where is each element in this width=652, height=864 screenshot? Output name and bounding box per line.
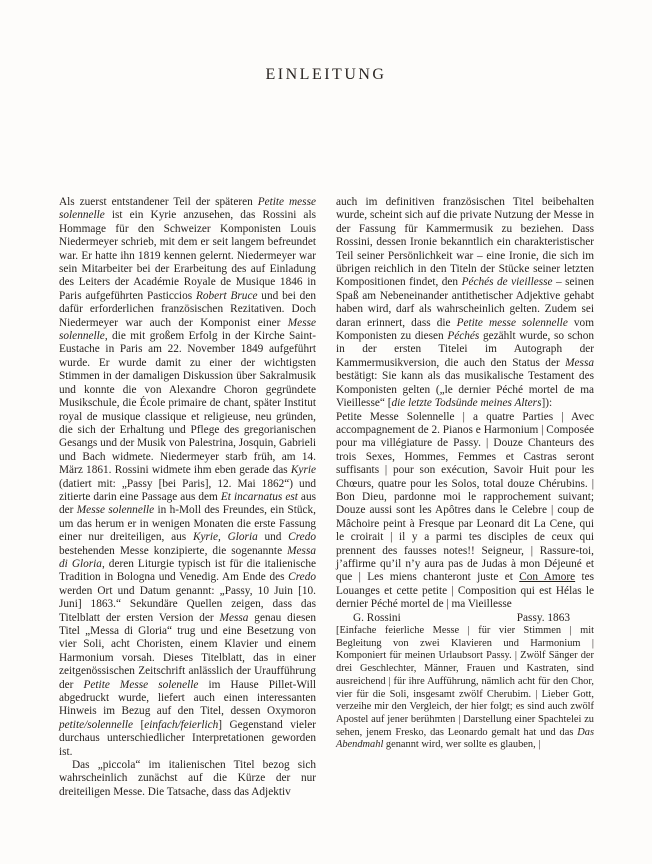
italic-text-run: Messe solennelle bbox=[59, 316, 316, 343]
italic-text-run: Kyrie, Gloria bbox=[192, 531, 258, 544]
text-run: – seinen Spaß am Nebeneinander antithetischer Adjektive gehabt haben wird, darf als wahrscheinlich gelten. Zudem sei daran erinnert, dass die bbox=[336, 276, 595, 329]
signature-author: G. Rossini bbox=[353, 611, 401, 624]
text-run: Als zuerst entstandener Teil der späteren bbox=[59, 196, 258, 208]
italic-text-run: Kyrie bbox=[290, 464, 316, 477]
text-run: bestehenden Messe konzipierte, die sogenannte bbox=[59, 544, 288, 557]
text-run: (datiert mit: „Passy [bei Paris], 12. Mai 1862“) und zitierte darin eine Passage aus dem bbox=[59, 477, 316, 503]
text-run: tes Louanges et cette petite | Composition qui est Hélas le dernier Péché mortel de | ma Vieillesse bbox=[336, 571, 595, 611]
text-run: vom Komponisten zu diesen bbox=[336, 316, 594, 343]
text-run: gezählt wurde, so schon in der ersten Titelei im Autograph der Kammermusikversion, die auch den Status der bbox=[336, 330, 594, 369]
text-run: [Einfache feierliche Messe | für vier Stimmen | mit Begleitung von zwei Klavieren und Harmonium | Komponiert für meinen Urlaubsort Passy. | Zwölf Sänger der drei Geschlechter, Männer, Frauen und Kastraten, sind ausreichend | für ihre Aufführung, nämlich acht für den Chor, vier für die Soli, insgesamt zwölf Cherubim. | Lieber Gott, verzeihe mir den Vergleich, der hier folgt; es sind auch zwölf Apostel auf jener berühmten | Darstellung einer Spachtelei zu sehen, jenem Fresko, das Leonardo gemalt hat und das bbox=[336, 625, 594, 738]
text-run: , deren Liturgie typisch ist für die italienische Tradition in Bologna und Venedig. Am Ende des bbox=[59, 557, 316, 584]
text-column-right bbox=[336, 196, 594, 752]
italic-text-run: Petite Messe solenelle bbox=[83, 678, 199, 691]
signature-place-date: Passy. 1863 bbox=[516, 611, 570, 624]
text-run: ]): bbox=[541, 397, 553, 410]
text-run: in h-Moll des Freundes, ein Stück, um das herum er in wenigen Monaten die erste Fassung einer nur dreiteiligen, aus bbox=[59, 504, 316, 544]
text-run: [ bbox=[133, 718, 145, 731]
text-run: ist ein Kyrie anzusehen, das Rossini als Hommage für den Schweizer Komponisten Louis Niedermeyer schrieb, mit dem er seit langem befreundet war. Er hatte ihn 1819 kennen gelernt. Niedermeyer war sein Mitarbeiter bei der Erarbeitung des auf Einladung des Leiters der Académie Royale de Musique 1846 in Paris aufgeführten Pasticcios bbox=[59, 209, 316, 302]
italic-text-run: Messa di Gloria bbox=[59, 544, 316, 570]
italic-text-run: Robert Bruce bbox=[195, 289, 258, 302]
italic-text-run: die letzte Todsünde meines Alters bbox=[391, 397, 542, 410]
block-quote bbox=[336, 411, 594, 612]
body-paragraph bbox=[59, 759, 316, 799]
text-run: im Hause Pillet-Will abgedruckt wurde, liefert auch einen interessanten Hinweis im Bezug auf den Titel, dessen Oxymoron bbox=[59, 678, 316, 718]
text-run: auch im definitiven französischen Titel beibehalten wurde, scheint sich auf die private Nutzung der Messe in der Fassung für Kammermusik zu beziehen. Dass Rossini, dessen Ironie bekanntlich ein charakteristischer Teil seiner Persönlichkeit war – eine Ironie, die sich im übrigen reichlich in den Titeln der Stücke seiner letzten Kompositionen findet, den bbox=[336, 196, 594, 289]
text-run: genau diesen Titel „Messa di Gloria“ trug und eine Besetzung von vier Soli, acht Choristen, einem Klavier und einem Harmonium vorsah. Dieses Titelblatt, das in einer zeitgenössischen Zeitschrift anlässlich der Uraufführung der bbox=[59, 611, 317, 691]
italic-text-run: Credo bbox=[288, 571, 316, 584]
text-run: Das „piccola“ im italienischen Titel bezog sich wahrscheinlich zunächst auf die Kürze der nur dreiteiligen Messe. Die Tatsache, dass das Adjektiv bbox=[59, 759, 316, 798]
underlined-text-run: Con Amore bbox=[519, 571, 576, 584]
text-run: , die mit großem Erfolg in der Kirche Saint-Eustache in Paris am 22. November 1849 aufgeführt wurde. Er wurde damit zu einer der wichtigsten Stimmen in der damaligen Diskussion über Sakralmusik und konnte die von Alexandre Choron gegründete Musikschule, die École primaire de chant, später Institut royal de musique classique et religieuse, neu gründen, die sich der Erhaltung und Pflege des gregorianischen Gesangs und der Musik von Palestrina, Josquin, Gabrieli und Bach widmete. Niedermeyer starb früh, am 14. März 1861. Rossini widmete ihm eben gerade das bbox=[59, 330, 316, 477]
italic-text-run: Messa bbox=[565, 356, 594, 369]
text-run: genannt wird, wer sollte es glauben, | bbox=[383, 739, 541, 751]
italic-text-run: Credo bbox=[288, 531, 316, 544]
italic-text-run: Péchés bbox=[447, 330, 480, 343]
italic-text-run: Et incarnatus est bbox=[220, 490, 298, 503]
text-run: Petite Messe Solennelle | a quatre Parties | Avec accompagnement de 2. Pianos e Harmonium | Composée pour ma villégiature de Passy. | Douze Chanteurs des trois Sexes, Hommes, Femmes et Castras seront suffisants | pour son exécution, Savoir Huit pour les Chœurs, quatre pour les Solos, total douze Chérubins. | Bon Dieu, pardonne moi le rapprochement suivant; Douze aussi sont les Apôtres dans le Celebre | coup de Mâchoire peint à Fresque par Leonard dit La Cene, qui le croirait | il y a parmi tes disciples de ceux qui prennent des fausses notes!! Seigneur, | Rassure-toi, j’affirme qu’il n’y aura pas de Judas à mon Déjeuné et que | Les miens chanteront juste et bbox=[336, 410, 594, 584]
italic-text-run: Petite messe solennelle bbox=[59, 196, 316, 222]
text-run: werden Ort und Datum genannt: „Passy, 10 Juin [10. Juni] 1863.“ Sekundäre Quellen zeigen, dass das Titelblatt der ersten Version der bbox=[59, 584, 316, 624]
text-run: und bei den dafür erforderlichen französischen Rezitativen. Doch Niedermeyer war auch der Komponist einer bbox=[59, 289, 316, 329]
page-title: EINLEITUNG bbox=[265, 66, 387, 83]
translation-paragraph bbox=[336, 625, 594, 752]
text-run: ] Gegenstand vieler durchaus unterschiedlicher Interpretationen geworden ist. bbox=[59, 718, 316, 758]
italic-text-run: einfach/feierlich bbox=[144, 718, 219, 731]
italic-text-run: Messe solennelle bbox=[76, 504, 155, 517]
body-paragraph bbox=[59, 196, 316, 759]
italic-text-run: Petite messe solennelle bbox=[456, 316, 568, 329]
italic-text-run: Péchés de vieillesse bbox=[461, 276, 553, 289]
italic-text-run: Messa bbox=[219, 611, 249, 624]
text-run: bestätigt: Sie kann als das musikalische Testament des Komponisten gelten („le dernier Péché mortel de ma Vieillesse“ [ bbox=[336, 370, 594, 410]
text-run: aus der bbox=[59, 490, 316, 517]
text-column-left bbox=[59, 196, 316, 799]
italic-text-run: petite/solennelle bbox=[59, 718, 134, 731]
quote-signature-row bbox=[353, 612, 570, 625]
text-run: und bbox=[257, 531, 289, 544]
italic-text-run: Das Abendmahl bbox=[336, 726, 594, 751]
body-paragraph bbox=[336, 196, 594, 411]
